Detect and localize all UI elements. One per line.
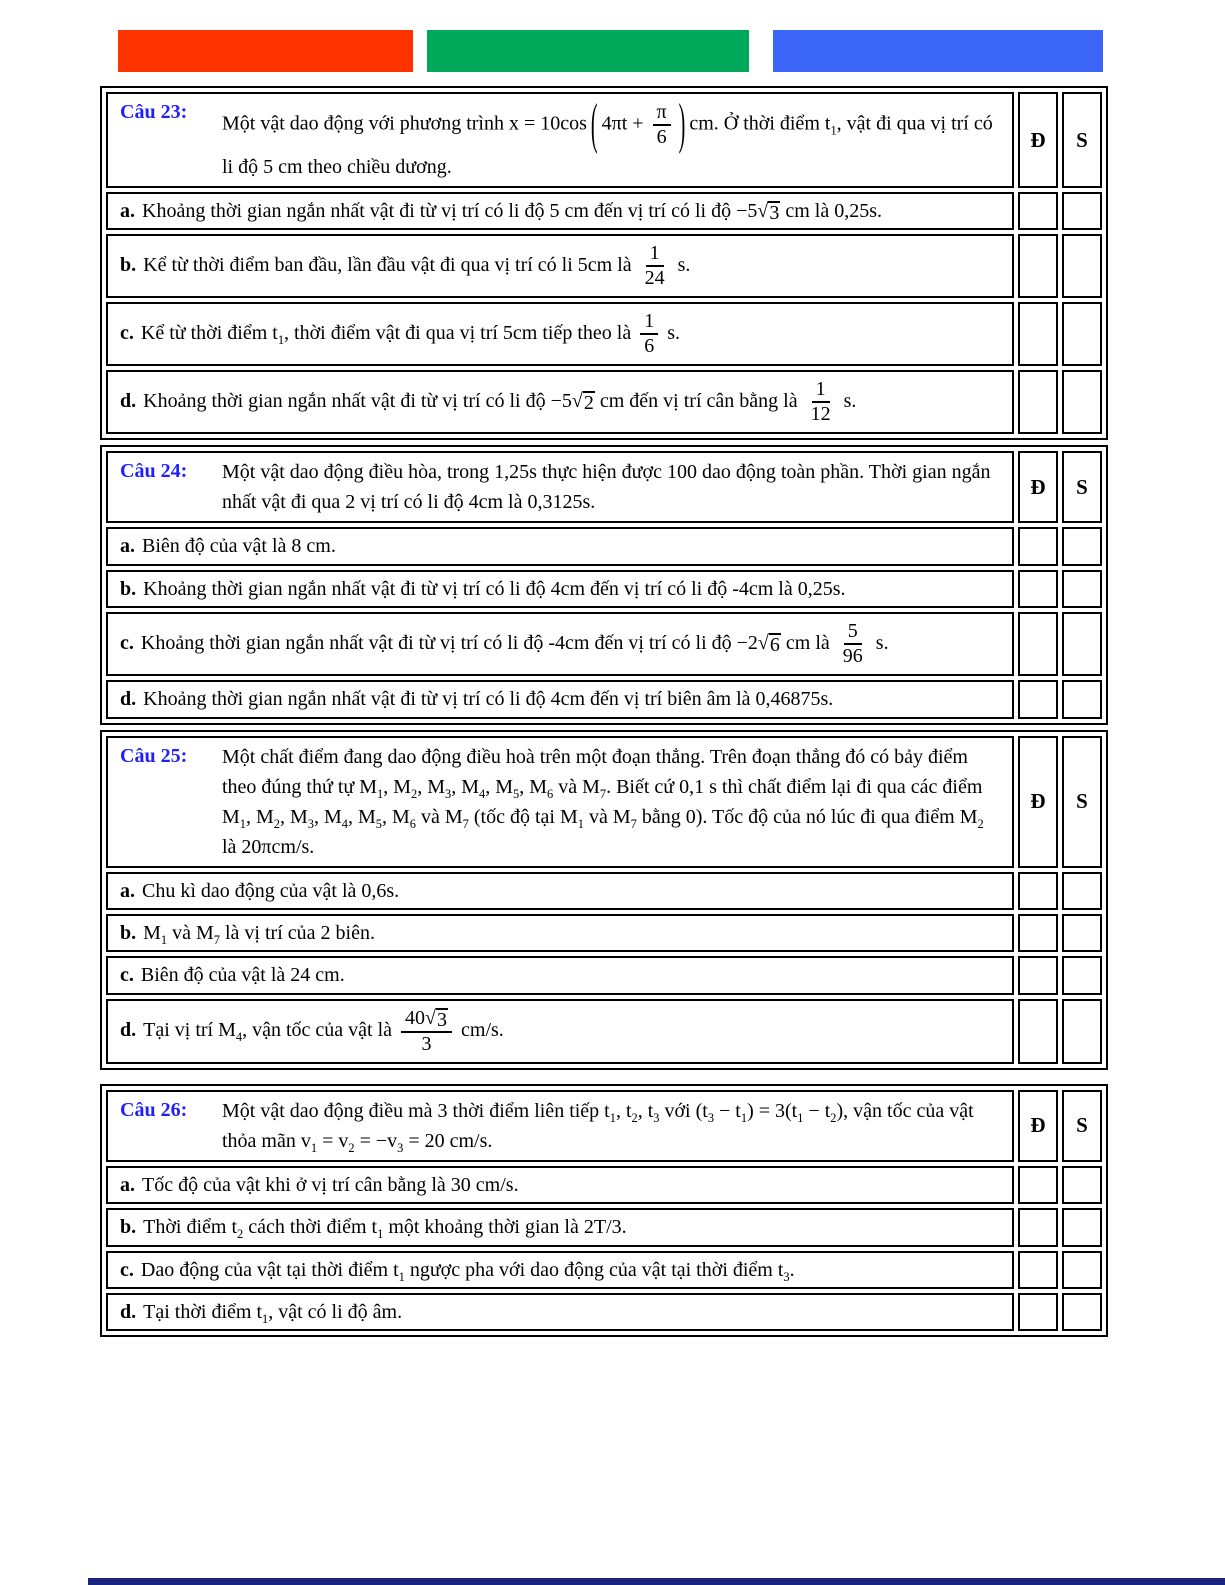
question-stem-cell <box>106 1090 1014 1162</box>
statement-letter: d. <box>120 1300 137 1323</box>
statement-cell <box>106 680 1014 718</box>
statement-row-c <box>106 1251 1102 1289</box>
answer-false-cell[interactable] <box>1062 370 1102 434</box>
answer-true-cell[interactable] <box>1018 527 1058 565</box>
statement-letter: d. <box>120 1018 137 1041</box>
answer-false-cell[interactable] <box>1062 570 1102 608</box>
statement-text: Tốc độ của vật khi ở vị trí cân bằng là 30 cm/s. <box>142 1173 519 1196</box>
statement-letter: b. <box>120 1216 137 1239</box>
statement-row-b <box>106 1208 1102 1246</box>
question-24-stem-row <box>106 451 1102 523</box>
top-color-bars <box>0 0 1225 86</box>
statement-row-a <box>106 192 1102 230</box>
statement-letter: d. <box>120 389 137 412</box>
answer-true-cell[interactable] <box>1018 872 1058 910</box>
question-number-label: Câu 26: <box>120 1098 188 1121</box>
statement-row-a <box>106 1166 1102 1204</box>
false-column-header: S <box>1062 92 1102 188</box>
statement-cell <box>106 234 1014 298</box>
answer-false-cell[interactable] <box>1062 234 1102 298</box>
answer-false-cell[interactable] <box>1062 1251 1102 1289</box>
statement-cell <box>106 1293 1014 1331</box>
answer-false-cell[interactable] <box>1062 612 1102 676</box>
red-bar <box>118 30 413 72</box>
false-column-header: S <box>1062 736 1102 868</box>
statement-row-d <box>106 370 1102 434</box>
question-24-table <box>100 445 1108 724</box>
statement-cell <box>106 1166 1014 1204</box>
statement-text: Khoảng thời gian ngắn nhất vật đi từ vị trí có li độ -4cm đến vị trí có li độ −2 √ 6 cm là $\frac{5}{96}$ s. <box>140 620 889 668</box>
answer-false-cell[interactable] <box>1062 956 1102 994</box>
statement-cell <box>106 612 1014 676</box>
question-25-table <box>100 730 1108 1070</box>
statement-cell <box>106 999 1014 1064</box>
statement-cell <box>106 1251 1014 1289</box>
question-number-label: Câu 24: <box>120 460 188 483</box>
statement-letter: c. <box>120 321 134 344</box>
answer-true-cell[interactable] <box>1018 680 1058 718</box>
statement-letter: b. <box>120 253 137 276</box>
statement-letter: a. <box>120 1173 135 1196</box>
answer-false-cell[interactable] <box>1062 527 1102 565</box>
blue-bar <box>773 30 1103 72</box>
statement-letter: b. <box>120 921 137 944</box>
green-bar <box>427 30 749 72</box>
answer-true-cell[interactable] <box>1018 1208 1058 1246</box>
answer-false-cell[interactable] <box>1062 192 1102 230</box>
statement-text: Chu kì dao động của vật là 0,6s. <box>142 879 400 902</box>
statement-row-c <box>106 956 1102 994</box>
statement-letter: c. <box>120 964 134 987</box>
answer-true-cell[interactable] <box>1018 612 1058 676</box>
statement-letter: c. <box>120 631 134 654</box>
statement-cell <box>106 1208 1014 1246</box>
true-column-header: Đ <box>1018 1090 1058 1162</box>
answer-false-cell[interactable] <box>1062 999 1102 1064</box>
statement-cell <box>106 914 1014 952</box>
statement-row-a <box>106 527 1102 565</box>
answer-true-cell[interactable] <box>1018 956 1058 994</box>
question-number-label: Câu 25: <box>120 744 188 767</box>
question-25-stem-row <box>106 736 1102 868</box>
true-column-header: Đ <box>1018 736 1058 868</box>
question-stem-cell <box>106 736 1014 868</box>
statement-text: Khoảng thời gian ngắn nhất vật đi từ vị trí có li độ −5 √ 2 cm đến vị trí cân bằng là $\frac{1}{12}$ s. <box>143 378 857 426</box>
statement-text: Kể từ thời điểm $t_1$, thời điểm vật đi qua vị trí 5cm tiếp theo là $\frac{1}{6}$ s. <box>140 310 681 358</box>
statement-text: $M_1$ và $M_7$ là vị trí của 2 biên. <box>143 921 375 947</box>
statement-cell <box>106 956 1014 994</box>
statement-text: Biên độ của vật là 24 cm. <box>140 964 345 987</box>
statement-row-a <box>106 872 1102 910</box>
answer-true-cell[interactable] <box>1018 1293 1058 1331</box>
statement-row-b <box>106 234 1102 298</box>
question-26-table <box>100 1084 1108 1338</box>
answer-true-cell[interactable] <box>1018 1166 1058 1204</box>
answer-true-cell[interactable] <box>1018 234 1058 298</box>
statement-cell <box>106 302 1014 366</box>
answer-true-cell[interactable] <box>1018 914 1058 952</box>
statement-row-c <box>106 612 1102 676</box>
statement-cell <box>106 370 1014 434</box>
statement-letter: b. <box>120 577 137 600</box>
question-26-stem-row <box>106 1090 1102 1162</box>
question-stem-text: Một vật dao động điều hòa, trong 1,25s thực hiện được 100 dao động toàn phần. Thời gian ngắn nhất vật đi qua 2 vị trí có li độ 4cm là 0,3125s. <box>222 461 991 514</box>
false-column-header: S <box>1062 1090 1102 1162</box>
answer-false-cell[interactable] <box>1062 914 1102 952</box>
answer-false-cell[interactable] <box>1062 1293 1102 1331</box>
answer-true-cell[interactable] <box>1018 570 1058 608</box>
question-number-label: Câu 23: <box>120 101 188 123</box>
statement-letter: a. <box>120 879 135 902</box>
question-23-table <box>100 86 1108 440</box>
statement-text: Khoảng thời gian ngắn nhất vật đi từ vị trí có li độ 4cm đến vị trí biên âm là 0,46875s. <box>143 688 834 711</box>
statement-text: Khoảng thời gian ngắn nhất vật đi từ vị trí có li độ 5 cm đến vị trí có li độ −5 √ 3 cm là 0,25s. <box>142 200 883 224</box>
statement-letter: a. <box>120 200 135 222</box>
statement-row-d <box>106 680 1102 718</box>
answer-false-cell[interactable] <box>1062 1166 1102 1204</box>
answer-false-cell[interactable] <box>1062 302 1102 366</box>
statement-text: Biên độ của vật là 8 cm. <box>142 535 336 558</box>
statement-row-c <box>106 302 1102 366</box>
statement-cell <box>106 527 1014 565</box>
statement-letter: c. <box>120 1258 134 1281</box>
answer-false-cell[interactable] <box>1062 872 1102 910</box>
answer-true-cell[interactable] <box>1018 1251 1058 1289</box>
statement-row-b <box>106 570 1102 608</box>
statement-cell <box>106 872 1014 910</box>
statement-row-b <box>106 914 1102 952</box>
question-stem-cell <box>106 451 1014 523</box>
question-stem-cell <box>106 92 1014 188</box>
statement-cell <box>106 192 1014 230</box>
answer-true-cell[interactable] <box>1018 999 1058 1064</box>
statement-letter: a. <box>120 535 135 558</box>
true-column-header: Đ <box>1018 451 1058 523</box>
true-column-header: Đ <box>1018 92 1058 188</box>
statement-text: Tại vị trí $M_4$, vận tốc của vật là 40 √ 3 3 cm/s. <box>143 1006 504 1055</box>
statement-text: Dao động của vật tại thời điểm $t_1$ ngược pha với dao động của vật tại thời điểm $t_3$. <box>140 1258 795 1284</box>
answer-true-cell[interactable] <box>1018 302 1058 366</box>
answer-false-cell[interactable] <box>1062 1208 1102 1246</box>
question-stem-text: Một vật dao động điều mà 3 thời điểm liên tiếp $t_1$, $t_2$, $t_3$ với $(t_3 - t_1) = 3(t_1 - t_2)$, vận tốc của vật thỏa mãn $v_1 = v_2 = -v_3 = 20$ cm/s. <box>222 1099 974 1155</box>
statement-row-d <box>106 999 1102 1064</box>
statement-row-d <box>106 1293 1102 1331</box>
answer-false-cell[interactable] <box>1062 680 1102 718</box>
false-column-header: S <box>1062 451 1102 523</box>
statement-cell <box>106 570 1014 608</box>
question-23-stem-row <box>106 92 1102 188</box>
statement-text: Tại thời điểm $t_1$, vật có li độ âm. <box>143 1300 403 1326</box>
statement-letter: d. <box>120 688 137 711</box>
statement-text: Thời điểm $t_2$ cách thời điểm $t_1$ một khoảng thời gian là 2T/3. <box>143 1216 627 1242</box>
statement-text: Khoảng thời gian ngắn nhất vật đi từ vị trí có li độ 4cm đến vị trí có li độ -4cm là 0,25s. <box>143 577 846 600</box>
question-stem-text: Một vật dao động với phương trình x = 10cos ( 4πt + $\frac{\pi}{6}$ ) cm. Ở thời điểm $t_1$, vật đi qua vị trí có li độ 5 cm theo chiều dương. <box>222 94 993 178</box>
question-stem-text: Một chất điểm đang dao động điều hoà trên một đoạn thẳng. Trên đoạn thẳng đó có bảy điểm theo đúng thứ tự $M_1$, $M_2$, $M_3$, $M_4$, $M_5$, $M_6$ và $M_7$. Biết cứ 0,1 s thì chất điểm lại đi qua các điểm $M_1$, $M_2$, $M_3$, $M_4$, $M_5$, $M_6$ và $M_7$ (tốc độ tại $M_1$ và $M_7$ bằng 0). Tốc độ của nó lúc đi qua điểm $M_2$ là 20πcm/s. <box>222 745 984 858</box>
answer-true-cell[interactable] <box>1018 192 1058 230</box>
footer-bar <box>88 1578 1225 1585</box>
answer-true-cell[interactable] <box>1018 370 1058 434</box>
statement-text: Kể từ thời điểm ban đầu, lần đầu vật đi qua vị trí có li 5cm là $\frac{1}{24}$ s. <box>143 242 691 290</box>
